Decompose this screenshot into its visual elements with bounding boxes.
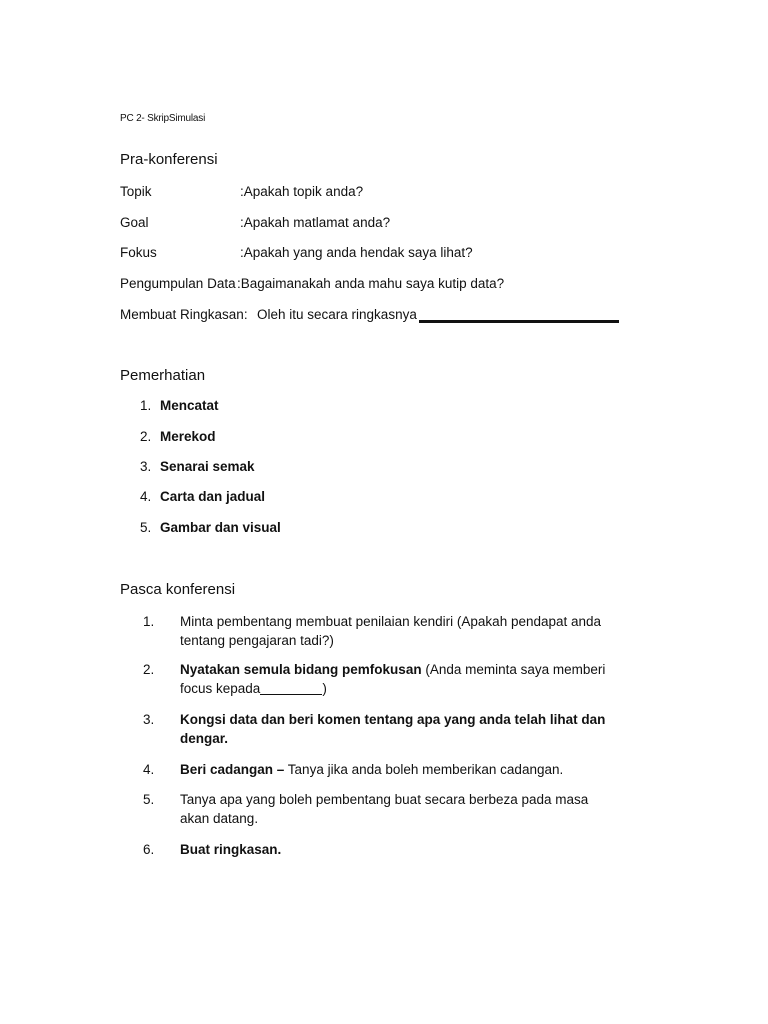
pemerhatian-item (140, 459, 255, 474)
item-text (180, 790, 620, 828)
item-text: Carta dan jadual (160, 489, 266, 504)
item-number: 2. (140, 429, 152, 444)
item-text-bold: Kongsi data dan beri komen tentang apa yang anda telah lihat dan dengar. (180, 712, 606, 746)
item-number: 6. (143, 842, 155, 857)
item-text-plain: Tanya jika anda boleh memberikan cadangan. (284, 762, 564, 777)
item-number: 4. (140, 489, 152, 504)
pra-summary-text: Oleh itu secara ringkasnya (257, 307, 417, 322)
item-number: 2. (143, 662, 155, 677)
pra-row-label: Topik (120, 184, 152, 199)
item-number: 1. (140, 398, 152, 413)
pra-row-label: Pengumpulan Data (120, 276, 236, 291)
pra-row-label: Membuat Ringkasan: (120, 307, 248, 322)
pra-row-value: :Apakah topik anda? (240, 184, 364, 199)
pra-row-label: Goal (120, 215, 149, 230)
pemerhatian-item (140, 520, 281, 535)
item-text (180, 660, 620, 698)
pra-summary-value (257, 307, 619, 323)
section-title-pemerhatian: Pemerhatian (120, 367, 206, 384)
section-title-pra-konferensi: Pra-konferensi (120, 151, 218, 168)
item-number: 5. (143, 792, 155, 807)
item-number: 5. (140, 520, 152, 535)
item-text-bold: Beri cadangan – (180, 762, 285, 777)
section-title-pasca-konferensi: Pasca konferensi (120, 581, 236, 598)
pra-row-value: :Bagaimanakah anda mahu saya kutip data? (237, 276, 505, 291)
fill-in-blank-line (419, 320, 619, 323)
pra-row-goal (120, 215, 391, 230)
item-text (180, 840, 620, 859)
item-text: Gambar dan visual (160, 520, 281, 535)
item-text (180, 760, 620, 779)
item-text-plain: Minta pembentang membuat penilaian kendiri (Apakah pendapat anda tentang pengajaran tadi?) (180, 614, 602, 648)
pra-row-pengumpulan-data (120, 276, 505, 291)
item-text: Mencatat (160, 398, 219, 413)
pra-row-topik (120, 184, 364, 199)
item-text: Senarai semak (160, 459, 255, 474)
item-number: 1. (143, 614, 155, 629)
pra-row-label: Fokus (120, 245, 157, 260)
item-text-bold: Buat ringkasan. (180, 842, 282, 857)
pemerhatian-item (140, 489, 265, 504)
fill-in-blank-line (260, 694, 322, 695)
pra-row-value: :Apakah yang anda hendak saya lihat? (240, 245, 473, 260)
item-text-plain: Tanya apa yang boleh pembentang buat secara berbeza pada masa akan datang. (180, 792, 589, 826)
pemerhatian-item (140, 398, 219, 413)
item-number: 3. (140, 459, 152, 474)
item-number: 4. (143, 762, 155, 777)
item-text (180, 612, 620, 650)
item-text (180, 710, 620, 748)
item-text-bold: Nyatakan semula bidang pemfokusan (180, 662, 422, 677)
pra-row-membuat-ringkasan (120, 307, 417, 322)
pra-row-value: :Apakah matlamat anda? (240, 215, 391, 230)
item-number: 3. (143, 712, 155, 727)
document-header: PC 2- SkripSimulasi (120, 113, 206, 124)
pemerhatian-item (140, 429, 216, 444)
item-text-plain: (Anda meminta saya memberi focus kepada (180, 662, 606, 696)
pra-row-fokus (120, 245, 473, 260)
item-text-end: ) (322, 681, 327, 696)
item-text: Merekod (160, 429, 216, 444)
